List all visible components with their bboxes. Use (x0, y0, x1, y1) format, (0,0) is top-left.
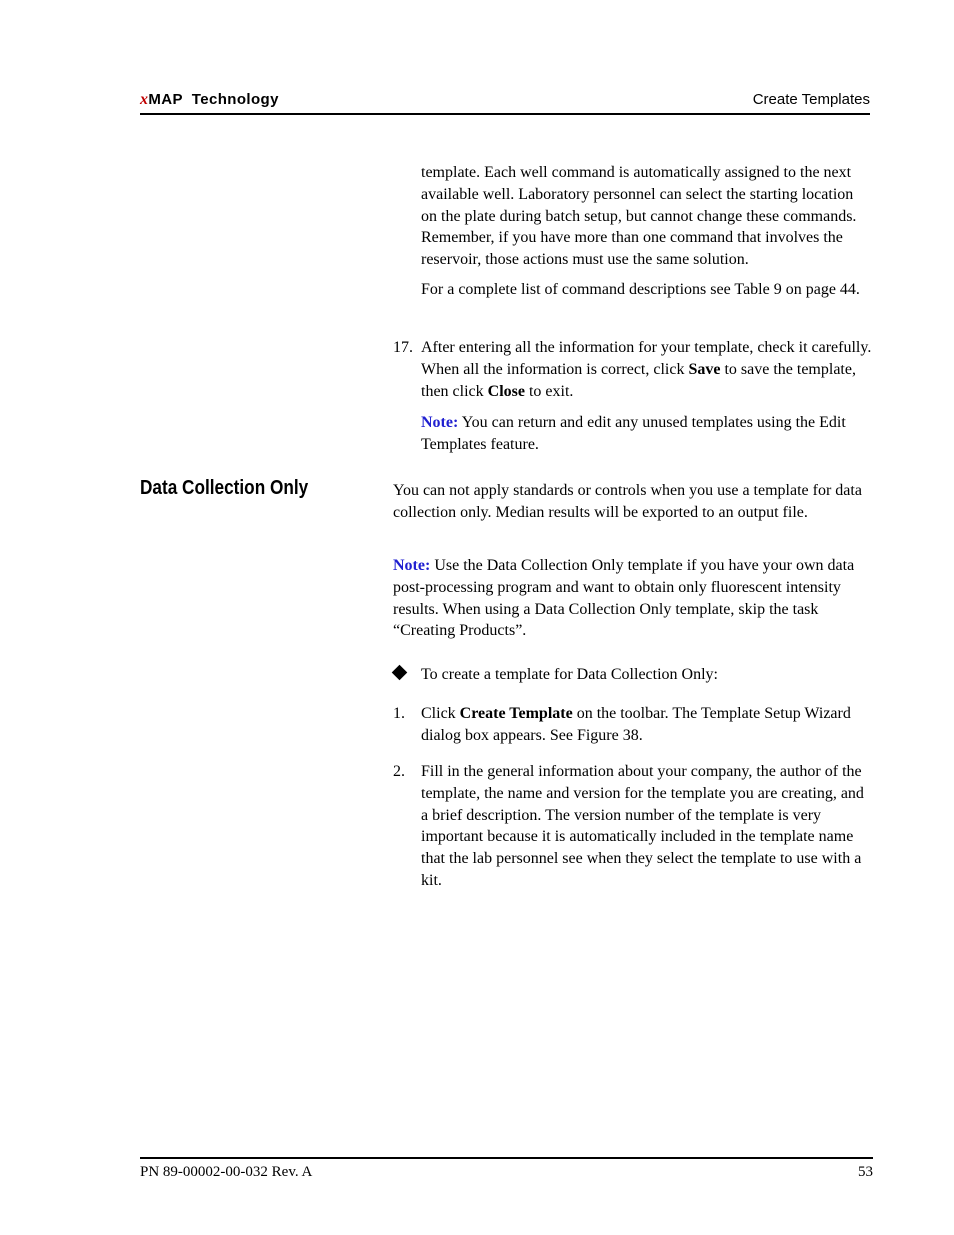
table-reference-paragraph: For a complete list of command descriptions see Table 9 on page 44. (421, 281, 860, 298)
create-template-keyword: Create Template (459, 705, 573, 722)
brand-rest: MAP Technology (148, 91, 279, 108)
part-number: PN 89-00002-00-032 Rev. A (140, 1164, 313, 1180)
section-intro: You can not apply standards or controls when you use a template for data collection only. Median results will be exported to an output file. (393, 482, 862, 521)
step-1-text-a: Click (421, 705, 460, 722)
step-2-text: Fill in the general information about your company, the author of the template, the name and version for the template you are creating, and a brief description. The version number of the template is very important because it is automatically included in the template name that the lab personnel see when they select the template to use with a kit. (421, 763, 864, 889)
note-label: Note: (421, 414, 459, 431)
step-1-text-b: on the toolbar. The Template Setup Wizard dialog box appears. See Figure 38. (421, 705, 851, 744)
section-heading: Data Collection Only (140, 477, 309, 499)
continuation-paragraph: template. Each well command is automatically assigned to the next available well. Laboratory personnel can select the starting location on the plate during batch setup, but cannot change these commands. Remember, if you have more than one command that involves the reservoir, those actions must use the same solution. (421, 164, 857, 269)
step-1-text (421, 703, 873, 747)
note-text: Use the Data Collection Only template if you have your own data post-processing program and want to obtain only fluorescent intensity results. When using a Data Collection Only template, skip the task “Creating Products”. (393, 557, 855, 640)
step-17-text (421, 337, 873, 402)
save-keyword: Save (688, 360, 721, 378)
note-text: You can return and edit any unused templates using the Edit Templates feature. (421, 414, 846, 453)
brand-x: x (140, 91, 149, 108)
page-footer (140, 1157, 873, 1185)
step-2-number: 2. (393, 763, 405, 780)
step-17-text-a: After entering all the information for your template, check it carefully. When all the information is correct, click (421, 339, 872, 378)
section-note (393, 555, 873, 642)
step-17-note (421, 412, 873, 456)
step-17-number: 17. (393, 339, 413, 356)
step-1-number: 1. (393, 705, 405, 722)
step-17-text-c: to exit. (524, 382, 574, 400)
note-label: Note: (393, 557, 431, 574)
step-17-text-b: to save the template, then click (421, 360, 856, 400)
brand-name (140, 91, 279, 109)
diamond-bullet-icon (392, 665, 408, 681)
page-header (140, 89, 870, 115)
header-section-title: Create Templates (752, 91, 870, 108)
close-keyword: Close (487, 382, 525, 400)
page-number: 53 (858, 1164, 873, 1180)
procedure-title: To create a template for Data Collection Only: (421, 666, 718, 683)
